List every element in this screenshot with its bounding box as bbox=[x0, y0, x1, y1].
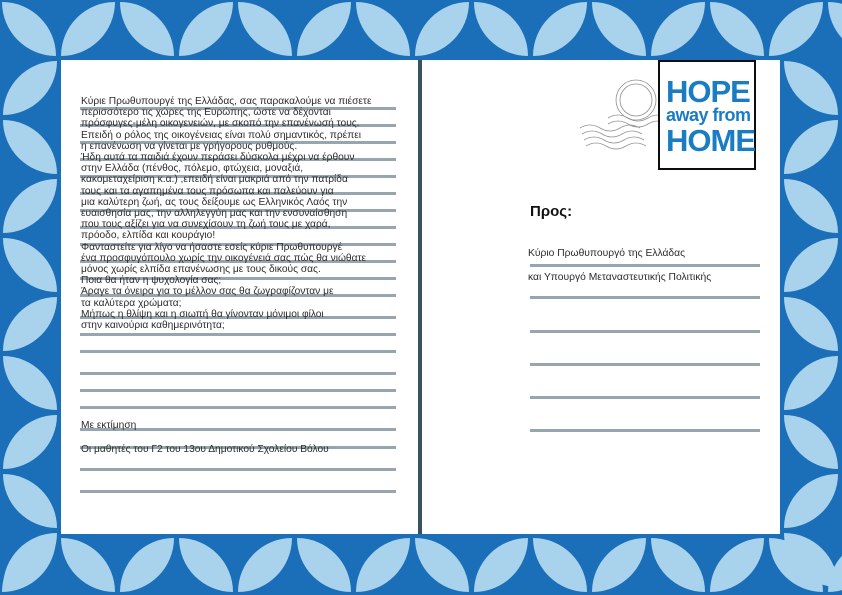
message-line: μόνος χωρίς ελπίδα επανένωσης με τους δικούς σας. bbox=[81, 264, 321, 276]
message-line: πρόσφυγες-μέλη οικογενειών, με σκοπό την επανένωσή τους. bbox=[81, 118, 360, 130]
message-line: μια καλύτερη ζωή, ας τους δείξουμε ως Ελληνικός Λαός την bbox=[81, 196, 348, 208]
message-line: κακομεταχείριση κ.α.) ,επειδή είναι μακριά από την πατρίδα bbox=[81, 174, 348, 186]
closing-text: Με εκτίμηση bbox=[81, 420, 137, 431]
recipient-line: Κύριο Πρωθυπουργό της Ελλάδας bbox=[528, 248, 686, 259]
message-line: Ποια θα ήταν η ψυχολογία σας; bbox=[81, 275, 222, 287]
message-line: ευαισθησία μας, την αλληλεγγύη μας και την ενσυναίσθηση bbox=[81, 208, 348, 220]
ruled-line bbox=[80, 406, 396, 409]
message-line: Μήπως η θλίψη και η σιωπή θα γίνονταν μόνιμοι φίλοι bbox=[81, 308, 324, 320]
message-line: τους και τα αγαπημένα τους πρόσωπα και παλεύουν για bbox=[81, 185, 334, 197]
border-leaf-tile bbox=[651, 2, 705, 56]
border-leaf-tile bbox=[784, 297, 838, 351]
message-line: Φανταστείτε για λίγο να ήσαστε εσείς κύριε Πρωθυπουργέ bbox=[81, 241, 343, 253]
border-leaf-tile bbox=[415, 2, 469, 56]
message-line: πρόοδο, ελπίδα και κουράγιο! bbox=[81, 230, 216, 242]
border-leaf-tile bbox=[592, 538, 646, 592]
border-leaf-tile bbox=[120, 538, 174, 592]
border-leaf-tile bbox=[784, 179, 838, 233]
border-leaf-tile bbox=[3, 61, 57, 115]
border-leaf-tile bbox=[769, 2, 823, 56]
recipient-heading: Προς: bbox=[530, 203, 573, 220]
ruled-line bbox=[80, 333, 396, 336]
ruled-line bbox=[530, 429, 760, 432]
border-leaf-tile bbox=[179, 2, 233, 56]
border-leaf-tile bbox=[297, 538, 351, 592]
ruled-line bbox=[530, 363, 760, 366]
message-line: στην Ελλάδα (πένθος, πόλεμο, φτώχεια, μοναξιά, bbox=[81, 163, 304, 175]
border-leaf-tile bbox=[120, 2, 174, 56]
border-leaf-tile bbox=[415, 538, 469, 592]
border-leaf-tile bbox=[784, 415, 838, 469]
message-line: Κύριε Πρωθυπουργέ της Ελλάδας, σας παρακαλούμε να πιέσετε bbox=[81, 96, 372, 107]
border-leaf-tile bbox=[61, 2, 115, 56]
ruled-line bbox=[80, 389, 396, 392]
ruled-line bbox=[80, 468, 396, 471]
message-line: που τους αξίζει για να συνεχίσουν τη ζωή τους με χαρά, bbox=[81, 219, 331, 231]
message-line: τα καλύτερα χρώματα; bbox=[81, 297, 182, 309]
border-leaf-tile bbox=[474, 538, 528, 592]
message-line: ένα προσφυγόπουλο χωρίς την οικογένειά σας πώς θα νιώθατε bbox=[81, 252, 367, 264]
border-leaf-tile bbox=[474, 2, 528, 56]
border-leaf-tile bbox=[784, 474, 838, 528]
ruled-line bbox=[530, 396, 760, 399]
border-leaf-tile bbox=[828, 2, 842, 56]
message-line: Άραγε τα όνειρα για το μέλλον σας θα ζωγραφίζονταν με bbox=[81, 286, 334, 298]
ruled-line bbox=[530, 264, 760, 267]
message-line: στην καινούρια καθημερινότητα; bbox=[81, 320, 225, 332]
message-line: περισσότερο τις χώρες της Ευρώπης, ώστε να δέχονται bbox=[81, 107, 331, 119]
border-leaf-tile bbox=[784, 61, 838, 115]
border-leaf-tile bbox=[651, 538, 705, 592]
border-leaf-tile bbox=[356, 2, 410, 56]
border-leaf-tile bbox=[784, 120, 838, 174]
postmark-icon bbox=[578, 72, 668, 162]
border-leaf-tile bbox=[3, 179, 57, 233]
signature-text: Οι μαθητές του Γ2 του 13ου Δημοτικού Σχολείου Βόλου bbox=[81, 444, 329, 455]
border-leaf-tile bbox=[3, 120, 57, 174]
border-leaf-tile bbox=[710, 538, 764, 592]
border-leaf-tile bbox=[592, 2, 646, 56]
message-line: Επειδή ο ρόλος της οικογένειας είναι πολύ σημαντικός, πρέπει bbox=[81, 129, 362, 141]
border-leaf-tile bbox=[533, 538, 587, 592]
logo-word-away-from: away from bbox=[666, 105, 751, 125]
hope-away-from-home-logo bbox=[658, 60, 756, 170]
logo-word-hope: HOPE bbox=[666, 74, 750, 109]
border-leaf-tile bbox=[3, 415, 57, 469]
border-leaf-tile bbox=[533, 2, 587, 56]
border-leaf-tile bbox=[3, 356, 57, 410]
border-leaf-tile bbox=[356, 538, 410, 592]
ruled-line bbox=[530, 330, 760, 333]
message-text bbox=[81, 96, 426, 331]
message-line: η επανένωση να γίνεται με γρήγορους ρυθμούς. bbox=[81, 140, 298, 152]
border-leaf-tile bbox=[297, 2, 351, 56]
border-leaf-tile bbox=[3, 533, 57, 587]
border-leaf-tile bbox=[3, 238, 57, 292]
ruled-line bbox=[80, 350, 396, 353]
ruled-line bbox=[80, 490, 396, 493]
border-leaf-tile bbox=[61, 538, 115, 592]
ruled-line bbox=[530, 296, 760, 299]
message-line: Ήδη αυτά τα παιδιά έχουν περάσει δύσκολα μέχρι να έρθουν bbox=[81, 152, 355, 164]
border-leaf-tile bbox=[2, 2, 56, 56]
border-leaf-tile bbox=[238, 538, 292, 592]
logo-word-home: HOME bbox=[666, 123, 755, 158]
border-leaf-tile bbox=[710, 2, 764, 56]
border-leaf-tile bbox=[3, 474, 57, 528]
border-leaf-tile bbox=[238, 2, 292, 56]
border-leaf-tile bbox=[784, 238, 838, 292]
ruled-line bbox=[80, 372, 396, 375]
border-leaf-tile bbox=[3, 297, 57, 351]
border-leaf-tile bbox=[784, 356, 838, 410]
border-leaf-tile bbox=[179, 538, 233, 592]
recipient-line: και Υπουργό Μεταναστευτικής Πολιτικής bbox=[528, 272, 712, 283]
